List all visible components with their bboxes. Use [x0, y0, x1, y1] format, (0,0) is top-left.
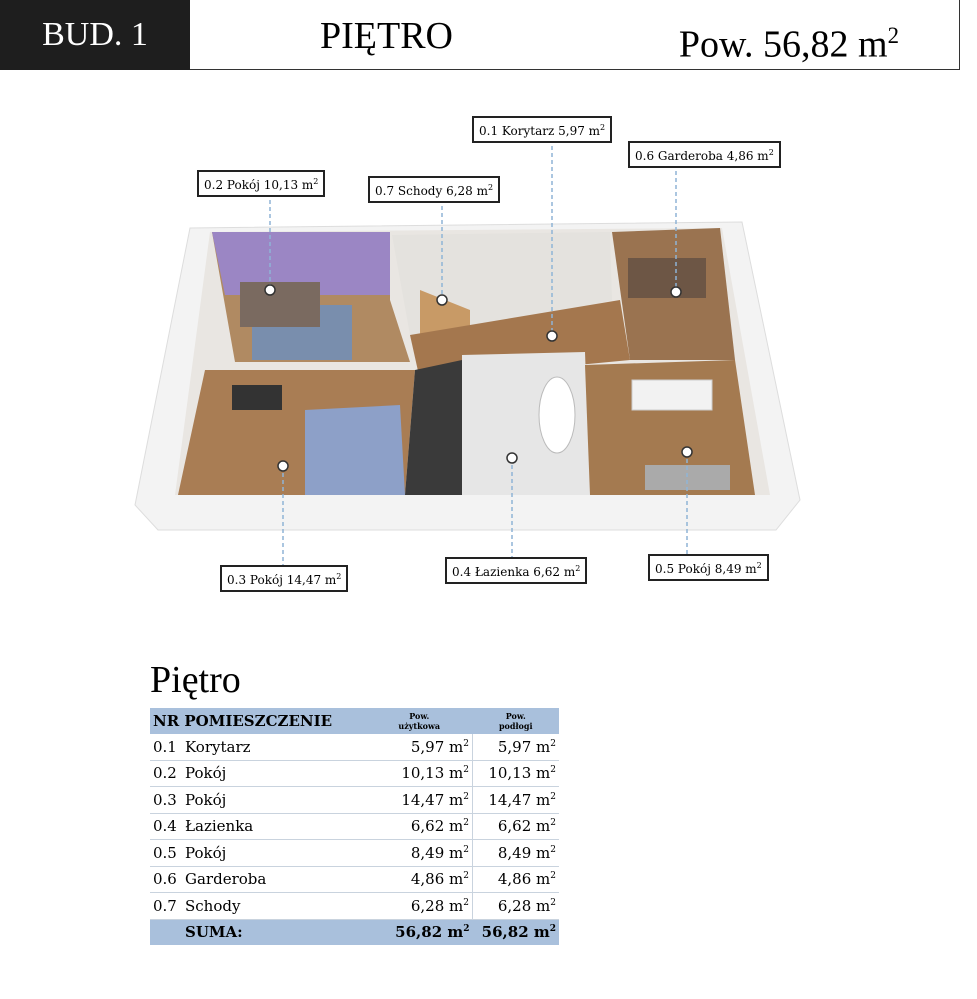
floor-plan-render — [0, 80, 977, 600]
room-number: 0.6 — [150, 866, 182, 893]
header-nr-room: NR POMIESZCZENIE — [150, 708, 366, 734]
room-number: 0.7 — [150, 893, 182, 920]
floor-area: 5,97 $m^2$ — [473, 734, 560, 760]
floor-area: 8,49 $m^2$ — [473, 840, 560, 867]
label-room-0-7: 0.7 Schody 6,28 $m^2$ — [368, 176, 500, 203]
floor-area: 6,28 $m^2$ — [473, 893, 560, 920]
usable-area: 8,49 $m^2$ — [366, 840, 473, 867]
header-floor-area: Pow. podłogi — [473, 708, 560, 734]
header-bar — [0, 0, 960, 70]
floor-area: 4,86 $m^2$ — [473, 866, 560, 893]
label-room-0-3: 0.3 Pokój 14,47 $m^2$ — [220, 565, 348, 592]
room-name: Pokój — [182, 787, 366, 814]
label-room-0-1: 0.1 Korytarz 5,97 $m^2$ — [472, 116, 612, 143]
table-row — [150, 787, 559, 814]
table-row — [150, 840, 559, 867]
usable-area: 5,97 $m^2$ — [366, 734, 473, 760]
usable-area: 10,13 $m^2$ — [366, 760, 473, 787]
room-number: 0.3 — [150, 787, 182, 814]
area-table — [150, 708, 559, 945]
header-usable-area: Pow. użytkowa — [366, 708, 473, 734]
usable-area: 4,86 $m^2$ — [366, 866, 473, 893]
room-name: Schody — [182, 893, 366, 920]
marker-0-3 — [278, 461, 288, 471]
usable-area: 6,28 $m^2$ — [366, 893, 473, 920]
table-row — [150, 866, 559, 893]
sum-label: SUMA: — [182, 919, 366, 945]
table-title: Piętro — [150, 659, 241, 701]
total-area: Pow. 56,82 $m^2$ — [678, 23, 899, 66]
label-room-0-6: 0.6 Garderoba 4,86 $m^2$ — [628, 141, 781, 168]
floor-area: 14,47 $m^2$ — [473, 787, 560, 814]
sum-row — [150, 919, 559, 945]
marker-0-4 — [507, 453, 517, 463]
sum-usable-area: 56,82 $m^2$ — [366, 919, 473, 945]
room-number: 0.4 — [150, 813, 182, 840]
marker-0-1 — [547, 331, 557, 341]
room-name: Pokój — [182, 840, 366, 867]
room-number: 0.5 — [150, 840, 182, 867]
marker-0-5 — [682, 447, 692, 457]
table-row — [150, 893, 559, 920]
floor-title: PIĘTRO — [320, 15, 453, 57]
marker-0-7 — [437, 295, 447, 305]
table-row — [150, 760, 559, 787]
sum-floor-area: 56,82 $m^2$ — [473, 919, 560, 945]
room-name: Łazienka — [182, 813, 366, 840]
room-number: 0.1 — [150, 734, 182, 760]
floor-area: 10,13 $m^2$ — [473, 760, 560, 787]
room-name: Garderoba — [182, 866, 366, 893]
room-name: Korytarz — [182, 734, 366, 760]
marker-0-2 — [265, 285, 275, 295]
label-room-0-2: 0.2 Pokój 10,13 $m^2$ — [197, 170, 325, 197]
room-name: Pokój — [182, 760, 366, 787]
table-row — [150, 813, 559, 840]
room-number: 0.2 — [150, 760, 182, 787]
label-room-0-4: 0.4 Łazienka 6,62 $m^2$ — [445, 557, 587, 584]
marker-0-6 — [671, 287, 681, 297]
floor-area: 6,62 $m^2$ — [473, 813, 560, 840]
usable-area: 6,62 $m^2$ — [366, 813, 473, 840]
usable-area: 14,47 $m^2$ — [366, 787, 473, 814]
table-header-row — [150, 708, 559, 734]
building-label: BUD. 1 — [0, 0, 190, 70]
label-room-0-5: 0.5 Pokój 8,49 $m^2$ — [648, 554, 769, 581]
table-row — [150, 734, 559, 760]
